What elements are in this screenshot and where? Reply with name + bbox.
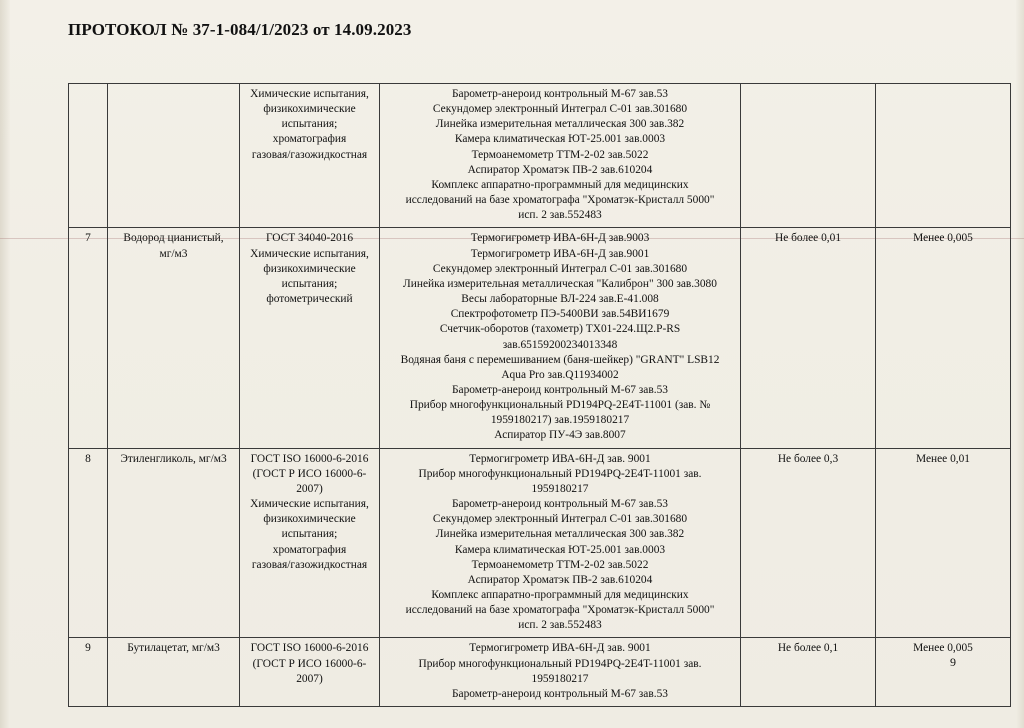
equipment-line: Аспиратор ПУ-4Э зав.8007	[494, 429, 626, 442]
table-row	[69, 84, 1011, 228]
equipment-line: Аспиратор Хроматэк ПВ-2 зав.610204	[467, 163, 653, 176]
cell-norm: Не более 0,3	[741, 448, 876, 638]
cell-norm: Не более 0,1	[741, 638, 876, 707]
indicator-line: Бутилацетат, мг/м3	[127, 642, 220, 655]
method-line: физикохимические	[263, 103, 356, 116]
equipment-line: зав.65159200234013348	[502, 338, 618, 351]
method-line: физикохимические	[263, 262, 356, 275]
cell-result: Менее 0,005	[876, 638, 1011, 707]
equipment-line: Секундомер электронный Интеграл С-01 зав.301680	[432, 103, 688, 116]
equipment-line: 1959180217) зав.1959180217	[490, 414, 630, 427]
cell-method	[240, 448, 380, 638]
page-title: ПРОТОКОЛ № 37-1-084/1/2023 от 14.09.2023	[68, 20, 412, 39]
equipment-line: Весы лабораторные ВЛ-224 зав.Е-41.008	[461, 293, 659, 306]
equipment-line: Термогигрометр ИВА-6Н-Д зав. 9001	[469, 642, 651, 655]
equipment-line: Прибор многофункциональный PD194PQ-2E4T-11001 зав.	[418, 467, 702, 480]
cell-method	[240, 228, 380, 448]
table-row	[69, 448, 1011, 638]
method-line: физикохимические	[263, 513, 356, 526]
method-line: фотометрический	[266, 293, 353, 306]
equipment-line: Барометр-анероид контрольный М-67 зав.53	[452, 498, 668, 511]
equipment-line: исследований на базе хроматографа "Хроматэк-Кристалл 5000"	[405, 194, 715, 207]
table-row	[69, 638, 1011, 707]
method-line: испытания;	[281, 277, 338, 290]
equipment-line: Термоанемометр ТТМ-2-02 зав.5022	[471, 558, 649, 571]
method-line: Химические испытания,	[250, 88, 369, 100]
equipment-line: Спектрофотометр ПЭ-5400ВИ зав.54ВИ1679	[450, 308, 670, 321]
method-line: газовая/газожидкостная	[251, 558, 368, 571]
cell-number: 7	[69, 228, 108, 448]
cell-result: Менее 0,005	[876, 228, 1011, 448]
method-line: хроматография	[272, 543, 347, 556]
equipment-line: Линейка измерительная металлическая "Калиброн" 300 зав.3080	[403, 277, 717, 290]
indicator-line: Водород цианистый,	[123, 232, 224, 245]
cell-equipment	[380, 448, 741, 638]
equipment-line: Барометр-анероид контрольный М-67 зав.53	[452, 687, 668, 700]
cell-indicator-name	[108, 228, 240, 448]
equipment-line: Камера климатическая ЮТ-25.001 зав.0003	[454, 543, 666, 556]
method-line: Химические испытания,	[250, 247, 369, 260]
protocol-table-body	[69, 84, 1011, 707]
equipment-line: Линейка измерительная металлическая 300 зав.382	[435, 118, 685, 131]
cell-norm: Не более 0,01	[741, 228, 876, 448]
cell-indicator-name	[108, 84, 240, 228]
cell-indicator-name	[108, 448, 240, 638]
method-line: хроматография	[272, 133, 347, 146]
equipment-line: Секундомер электронный Интеграл С-01 зав.301680	[432, 262, 688, 275]
equipment-line: Термогигрометр ИВА-6Н-Д зав.9003	[470, 232, 650, 245]
method-line: ГОСТ ISO 16000-6-2016	[250, 642, 369, 655]
cell-result	[876, 84, 1011, 228]
cell-number	[69, 84, 108, 228]
equipment-line: Аспиратор Хроматэк ПВ-2 зав.610204	[467, 573, 653, 586]
equipment-line: исп. 2 зав.552483	[518, 209, 602, 222]
cell-equipment	[380, 84, 741, 228]
equipment-line: Прибор многофункциональный PD194PQ-2E4T-11001 (зав. №	[409, 399, 711, 412]
indicator-line: мг/м3	[159, 247, 188, 260]
cell-method	[240, 84, 380, 228]
equipment-line: Барометр-анероид контрольный М-67 зав.53	[452, 383, 668, 396]
equipment-line: Камера климатическая ЮТ-25.001 зав.0003	[454, 133, 666, 146]
equipment-line: Термоанемометр ТТМ-2-02 зав.5022	[471, 148, 649, 161]
method-line: Химические испытания,	[250, 498, 369, 511]
method-line: 2007)	[296, 482, 323, 495]
equipment-line: Прибор многофункциональный PD194PQ-2E4T-11001 зав.	[418, 657, 702, 670]
method-line: испытания;	[281, 528, 338, 541]
cell-indicator-name	[108, 638, 240, 707]
table-row	[69, 228, 1011, 448]
cell-equipment	[380, 638, 741, 707]
equipment-line: исследований на базе хроматографа "Хроматэк-Кристалл 5000"	[405, 604, 715, 617]
method-line: (ГОСТ Р ИСО 16000-6-	[252, 657, 367, 670]
page-number: 9	[950, 655, 956, 669]
method-line: (ГОСТ Р ИСО 16000-6-	[252, 467, 367, 480]
page-right-edge-shadow	[1016, 0, 1024, 728]
method-line: ГОСТ 34040-2016	[265, 232, 354, 245]
equipment-line: Термогигрометр ИВА-6Н-Д зав.9001	[470, 247, 650, 260]
method-line: ГОСТ ISO 16000-6-2016	[250, 452, 369, 465]
equipment-line: исп. 2 зав.552483	[518, 619, 602, 632]
equipment-line: Счетчик-оборотов (тахометр) ТХ01-224.Щ2.P-RS	[439, 323, 681, 336]
equipment-line: Секундомер электронный Интеграл С-01 зав.301680	[432, 513, 688, 526]
cell-norm	[741, 84, 876, 228]
equipment-line: Барометр-анероид контрольный М-67 зав.53	[452, 88, 668, 100]
equipment-line: Aqua Pro зав.Q11934002	[501, 368, 619, 381]
equipment-line: 1959180217	[531, 672, 589, 685]
method-line: испытания;	[281, 118, 338, 131]
equipment-line: Водяная баня с перемешиванием (баня-шейкер) "GRANT" LSB12	[400, 353, 720, 366]
cell-number: 8	[69, 448, 108, 638]
method-line: 2007)	[296, 672, 323, 685]
protocol-table-container	[68, 83, 973, 707]
protocol-table	[68, 83, 1011, 707]
method-line: газовая/газожидкостная	[251, 148, 368, 161]
indicator-line: Этиленгликоль, мг/м3	[120, 452, 227, 465]
cell-number: 9	[69, 638, 108, 707]
cell-result: Менее 0,01	[876, 448, 1011, 638]
cell-method	[240, 638, 380, 707]
equipment-line: Комплекс аппаратно-программный для медицинских	[431, 589, 689, 601]
equipment-line: Термогигрометр ИВА-6Н-Д зав. 9001	[469, 452, 651, 465]
page-left-edge-shadow	[0, 0, 10, 728]
equipment-line: Комплекс аппаратно-программный для медицинских	[431, 178, 689, 191]
cell-equipment	[380, 228, 741, 448]
equipment-line: 1959180217	[531, 482, 589, 495]
equipment-line: Линейка измерительная металлическая 300 зав.382	[435, 528, 685, 541]
